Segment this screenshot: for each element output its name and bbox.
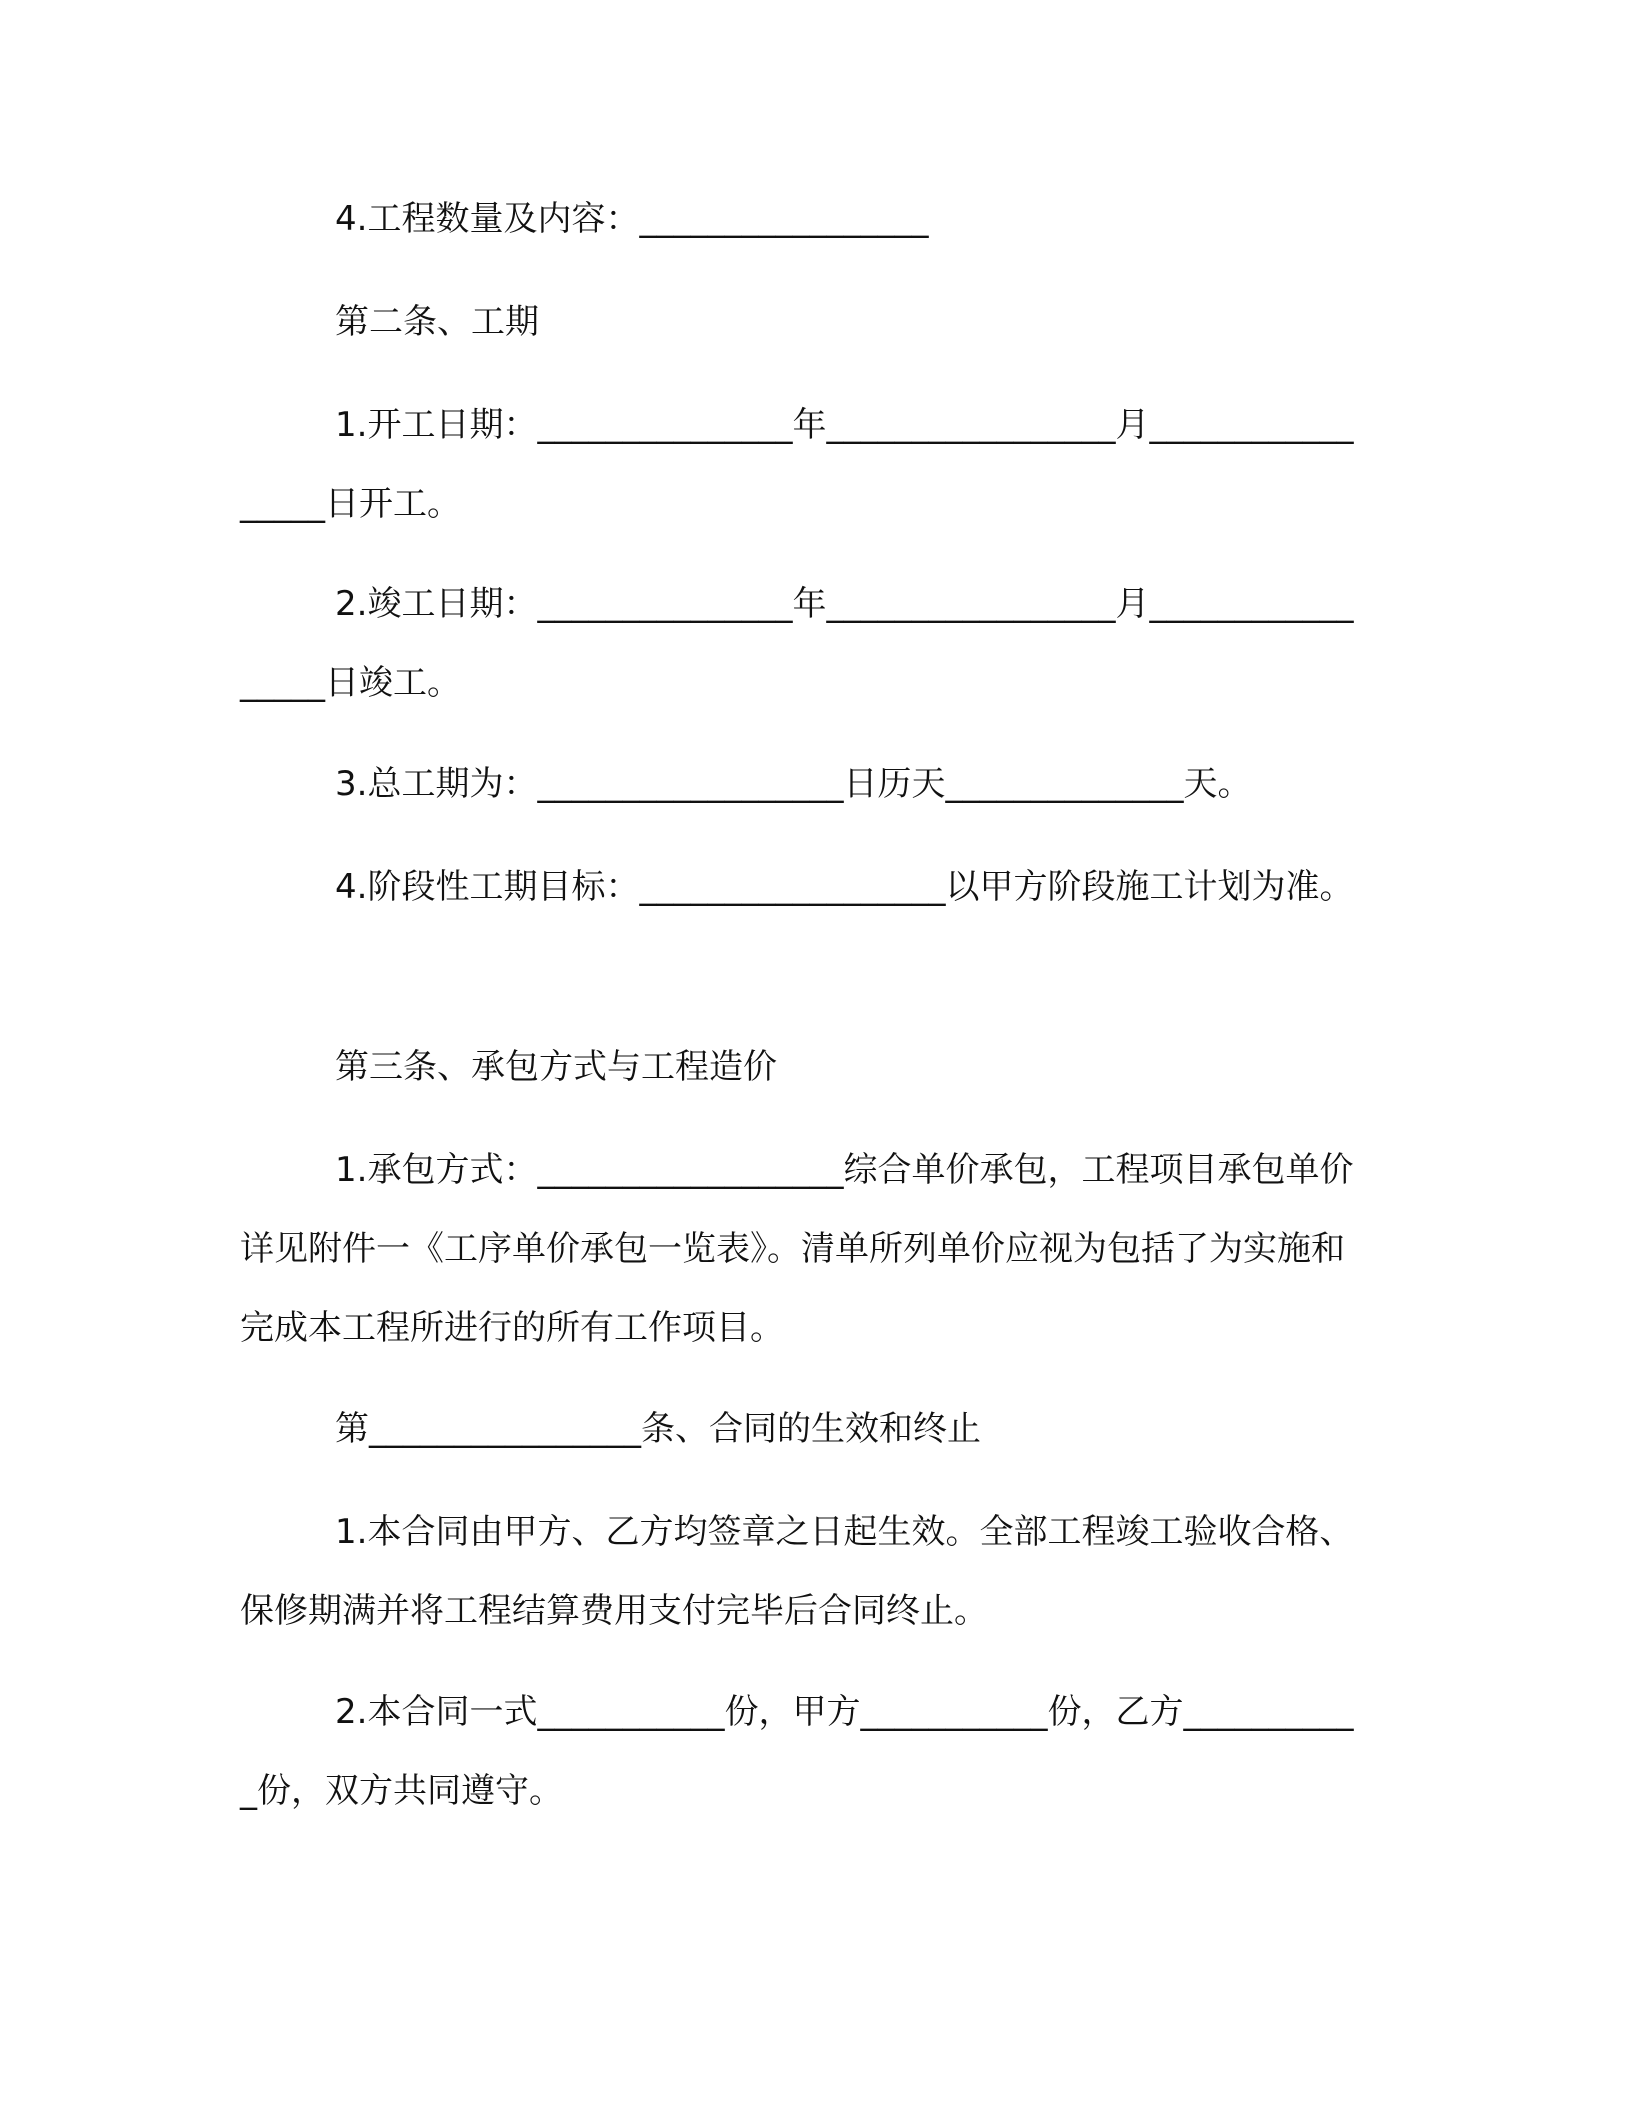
heading-article-3: 第三条、承包方式与工程造价 bbox=[335, 1047, 777, 1087]
paragraph-total-duration: 3.总工期为：__________________日历天______________天。 bbox=[335, 764, 1252, 804]
paragraph-effect: 1.本合同由甲方、乙方均签章之日起生效。全部工程竣工验收合格、保修期满并将工程结算费用支付完毕后合同终止。 bbox=[240, 1512, 1354, 1631]
paragraph-start-date: 1.开工日期：_______________年_________________月_________________日开工。 bbox=[240, 405, 1354, 524]
heading-article-2: 第二条、工期 bbox=[335, 302, 539, 342]
heading-effect-termination: 第________________条、合同的生效和终止 bbox=[335, 1409, 981, 1449]
paragraph-work-quantity: 4.工程数量及内容：_________________ bbox=[335, 199, 929, 239]
paragraph-contract-method: 1.承包方式：__________________综合单价承包，工程项目承包单价详见附件一《工序单价承包一览表》。清单所列单价应视为包括了为实施和完成本工程所进行的所有工作项目。 bbox=[240, 1150, 1354, 1348]
paragraph-copies: 2.本合同一式___________份，甲方___________份，乙方___________份，双方共同遵守。 bbox=[240, 1692, 1354, 1811]
paragraph-completion-date: 2.竣工日期：_______________年_________________月_________________日竣工。 bbox=[240, 584, 1354, 703]
paragraph-phase-target: 4.阶段性工期目标：__________________以甲方阶段施工计划为准。 bbox=[335, 867, 1354, 907]
